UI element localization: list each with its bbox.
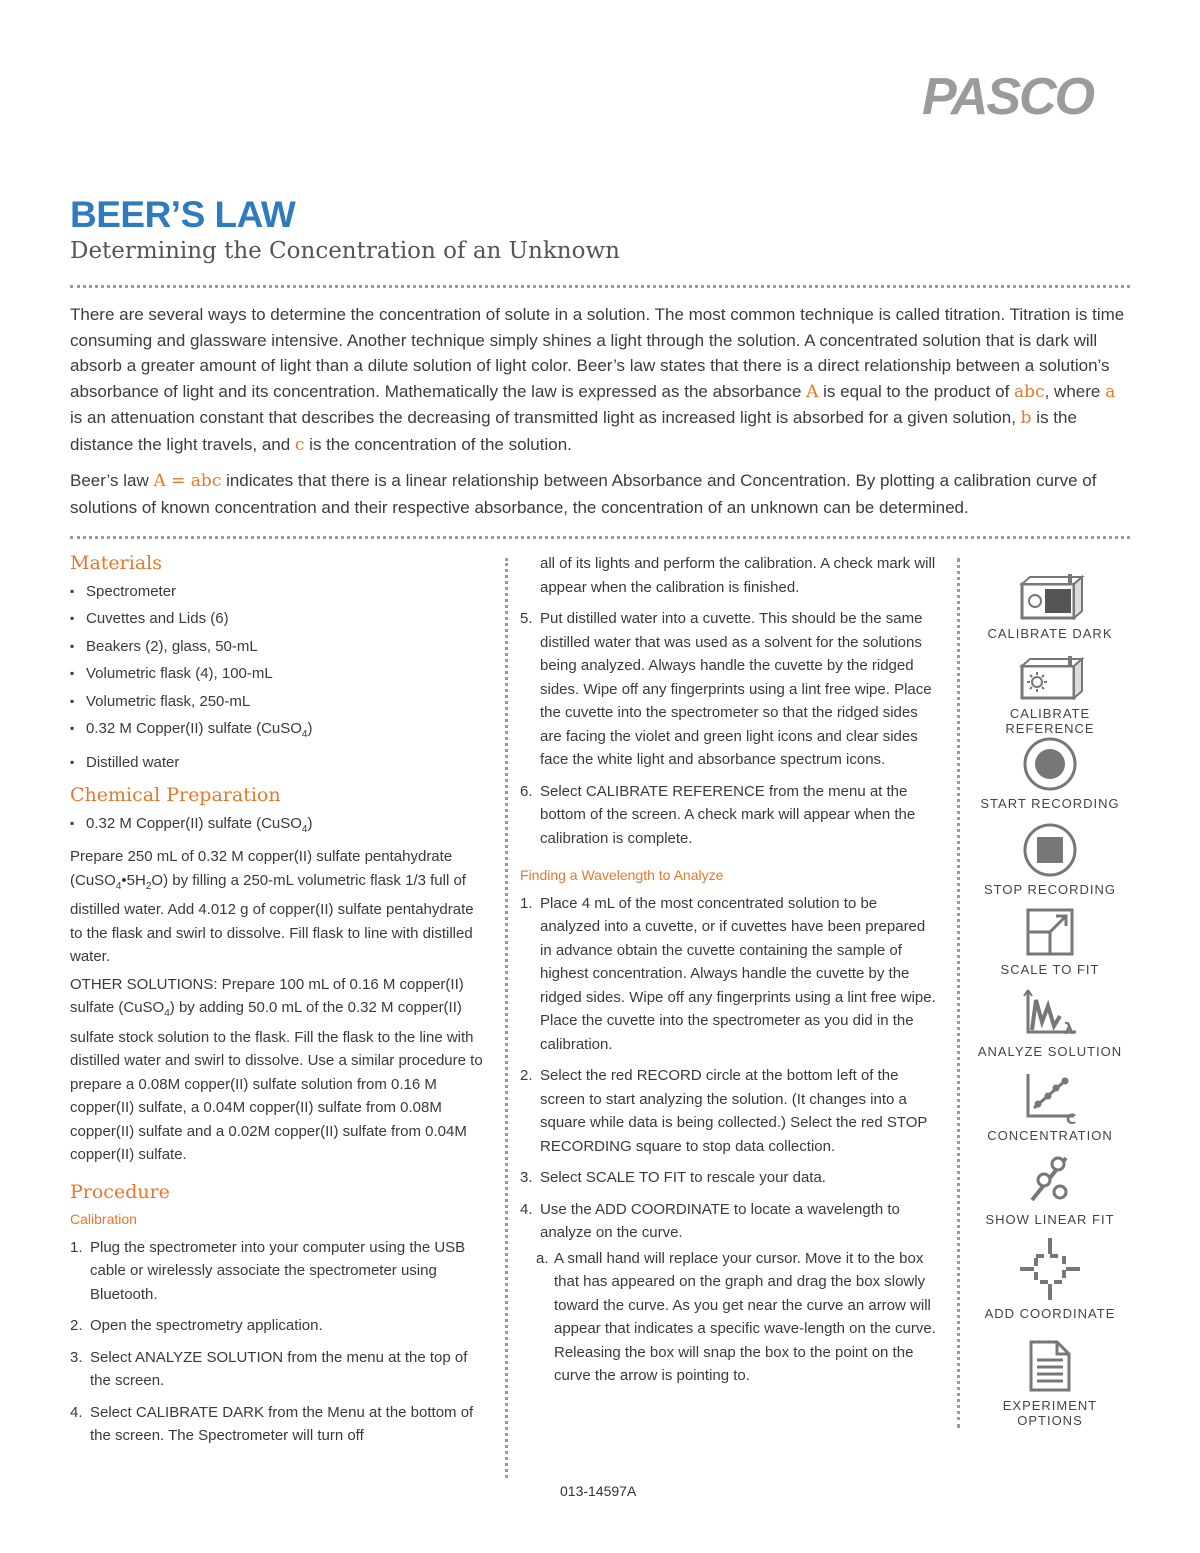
legend-add-coordinate bbox=[970, 1236, 1130, 1321]
legend-start-recording bbox=[970, 736, 1130, 811]
start-recording-icon bbox=[1022, 736, 1078, 792]
list-item: 1. Plug the spectrometer into your computer using the USB cable or wirelessly associate the spectrometer using Bluetooth. bbox=[70, 1238, 466, 1303]
chemical-preparation-heading: Chemical Preparation bbox=[70, 784, 281, 806]
calibration-heading: Calibration bbox=[70, 1211, 137, 1227]
legend-label: STOP RECORDING bbox=[984, 882, 1116, 897]
column-divider-left bbox=[505, 558, 508, 1478]
list-item: ▪ Volumetric flask, 250-mL bbox=[70, 690, 490, 714]
intro-paragraph-1: There are several ways to determine the concentration of solute in a solution. The most common technique is called titration. Titration is time consuming and glassware intensive. Another technique simply shines a light through the solution. A concentrated solution that is dark will absorb a greater amount of light than a dilute solution of light color. Beer’s law states that there is a direct relationship between a solution’s absorbance of light and its concentration. Mathematically the law is expressed as the absorbance A is equal to the product of abc, where a is an attenuation constant that describes the decreasing of transmitted light as increased light is absorbed for a given solution, b is the distance the light travels, and c is the concentration of the solution. bbox=[70, 305, 1125, 455]
materials-list bbox=[70, 580, 490, 775]
list-item: ▪ Cuvettes and Lids (6) bbox=[70, 607, 490, 631]
stop-recording-icon bbox=[1022, 822, 1078, 878]
list-item: ▪ 0.32 M Copper(II) sulfate (CuSO$_4$) bbox=[70, 812, 490, 842]
svg-text:PASCO: PASCO bbox=[922, 70, 1094, 120]
intro-paragraph-2: Beer’s law A = abc indicates that there is a linear relationship between Absorbance and Concentration. By plotting a calibration curve of solutions of known concentration and their respective absorbance, the concentration of an unknown can be determined. bbox=[70, 471, 1097, 517]
calibration-steps-continued bbox=[520, 552, 940, 850]
list-item: 3. Select SCALE TO FIT to rescale your data. bbox=[520, 1169, 826, 1186]
intro-text bbox=[70, 302, 1132, 530]
svg-text:λ: λ bbox=[1064, 1019, 1075, 1038]
analyze-solution-icon bbox=[1020, 986, 1080, 1040]
legend-calibrate-dark bbox=[970, 574, 1130, 641]
legend-analyze-solution bbox=[970, 986, 1130, 1059]
procedure-heading: Procedure bbox=[70, 1180, 170, 1203]
legend-label: ANALYZE SOLUTION bbox=[977, 1044, 1123, 1059]
legend-calibrate-reference bbox=[970, 656, 1130, 736]
list-item: 6. Select CALIBRATE REFERENCE from the menu at the bottom of the screen. A check mark will appear when the calibration is complete. bbox=[520, 782, 916, 847]
legend-experiment-options bbox=[970, 1338, 1130, 1428]
wavelength-steps bbox=[520, 892, 940, 1245]
scale-to-fit-icon bbox=[1024, 906, 1076, 958]
experiment-options-icon bbox=[1025, 1338, 1075, 1394]
concentration-icon bbox=[1020, 1070, 1080, 1124]
page-subtitle: Determining the Concentration of an Unknown bbox=[70, 238, 620, 264]
list-item: all of its lights and perform the calibration. A check mark will appear when the calibration is finished. bbox=[540, 555, 936, 596]
calibrate-dark-icon bbox=[1013, 574, 1087, 622]
list-item: ▪ 0.32 M Copper(II) sulfate (CuSO$_4$) bbox=[70, 717, 490, 747]
list-item: ▪ Volumetric flask (4), 100-mL bbox=[70, 662, 490, 686]
calibrate-reference-icon bbox=[1013, 656, 1087, 702]
legend-stop-recording bbox=[970, 822, 1130, 897]
divider-middle bbox=[70, 536, 1130, 539]
show-linear-fit-icon bbox=[1022, 1152, 1078, 1208]
column-divider-right bbox=[957, 558, 960, 1428]
legend-label: ADD COORDINATE bbox=[984, 1306, 1116, 1321]
list-item: 1. Place 4 mL of the most concentrated solution to be analyzed into a cuvette, or if cuvettes have been prepared in advance obtain the cuvette containing the sample of highest concentration. Always handle the cuvette by the ridged sides. Wipe off any fingerprints using a lint free wipe. Place the cuvette into the spectrometer as you did in the calibration. bbox=[520, 894, 936, 1053]
list-item: 4. Use the ADD COORDINATE to locate a wavelength to analyze on the curve. bbox=[520, 1200, 900, 1241]
legend-scale-to-fit bbox=[970, 906, 1130, 977]
list-item: a. A small hand will replace your cursor. Move it to the box that has appeared on the graph and drag the box slowly toward the curve. As you get near the curve an arrow will appear that indicates a specific wave-length on the curve. Releasing the box will snap the box to the point on the curve the arrow is pointing to. bbox=[536, 1249, 936, 1384]
legend-label: CALIBRATE DARK bbox=[987, 626, 1113, 641]
chem-prep-paragraph-2: OTHER SOLUTIONS: Prepare 100 mL of 0.16 M copper(II) sulfate (CuSO$_4$) by adding 50.0 mL of the 0.32 M copper(II) sulfate stock solution to the flask. Fill the flask to the line with distilled water and swirl to dissolve. Use a similar procedure to prepare a 0.08M copper(II) sulfate solution from 0.16 M copper(II) sulfate, a 0.04M copper(II) sulfate from 0.08M copper(II) sulfate and a 0.02M copper(II) sulfate from 0.04M copper(II) sulfate. bbox=[70, 975, 483, 1163]
wavelength-heading: Finding a Wavelength to Analyze bbox=[520, 867, 724, 883]
chem-prep-list bbox=[70, 812, 490, 842]
calibration-steps bbox=[70, 1236, 490, 1448]
legend-label: CALIBRATE REFERENCE bbox=[1005, 706, 1095, 736]
legend-label: START RECORDING bbox=[980, 796, 1120, 811]
list-item: 5. Put distilled water into a cuvette. This should be the same distilled water that was used as a solvent for the solutions being analyzed. Always handle the cuvette by the ridged sides. Wipe off any fingerprints using a lint free wipe. Place the cuvette into the spectrometer so that the ridged sides are facing the violet and green light icons and clear sides face the white light and absorbance spectrum icons. bbox=[520, 610, 932, 768]
legend-label: CONCENTRATION bbox=[987, 1128, 1113, 1143]
list-item: ▪ Beakers (2), glass, 50-mL bbox=[70, 635, 490, 659]
list-item: 2. Select the red RECORD circle at the bottom left of the screen to start analyzing the solution. (It changes into a square while data is being collected.) Select the red STOP RECORDING square to stop data collection. bbox=[520, 1067, 928, 1155]
legend-label: EXPERIMENT OPTIONS bbox=[1002, 1398, 1098, 1428]
list-item: ▪ Spectrometer bbox=[70, 580, 490, 604]
legend-concentration bbox=[970, 1070, 1130, 1143]
chem-prep-paragraph-1: Prepare 250 mL of 0.32 M copper(II) sulfate pentahydrate $(CuSO_4•5H_2O)$ by filling a 250-mL volumetric flask 1/3 full of distilled water. Add 4.012 g of copper(II) sulfate pentahydrate to the flask and swirl to dissolve. Fill flask to line with distilled water. bbox=[70, 848, 474, 965]
pasco-logo bbox=[920, 70, 1132, 120]
page-title: BEER’S LAW bbox=[70, 194, 296, 235]
list-item: 3. Select ANALYZE SOLUTION from the menu at the top of the screen. bbox=[70, 1348, 468, 1389]
legend-label: SCALE TO FIT bbox=[1000, 962, 1100, 977]
list-item: 2. Open the spectrometry application. bbox=[70, 1317, 323, 1334]
left-column bbox=[70, 552, 490, 1456]
materials-heading: Materials bbox=[70, 552, 162, 574]
legend-show-linear-fit bbox=[970, 1152, 1130, 1227]
list-item: ▪ Distilled water bbox=[70, 751, 490, 775]
legend-label: SHOW LINEAR FIT bbox=[985, 1212, 1115, 1227]
document-number: 013-14597A bbox=[560, 1483, 637, 1499]
list-item: 4. Select CALIBRATE DARK from the Menu at the bottom of the screen. The Spectrometer will turn off bbox=[70, 1403, 474, 1444]
add-coordinate-icon bbox=[1018, 1236, 1082, 1302]
svg-text:C: C bbox=[1066, 1112, 1077, 1124]
middle-column bbox=[520, 552, 940, 1388]
divider-top bbox=[70, 285, 1130, 288]
